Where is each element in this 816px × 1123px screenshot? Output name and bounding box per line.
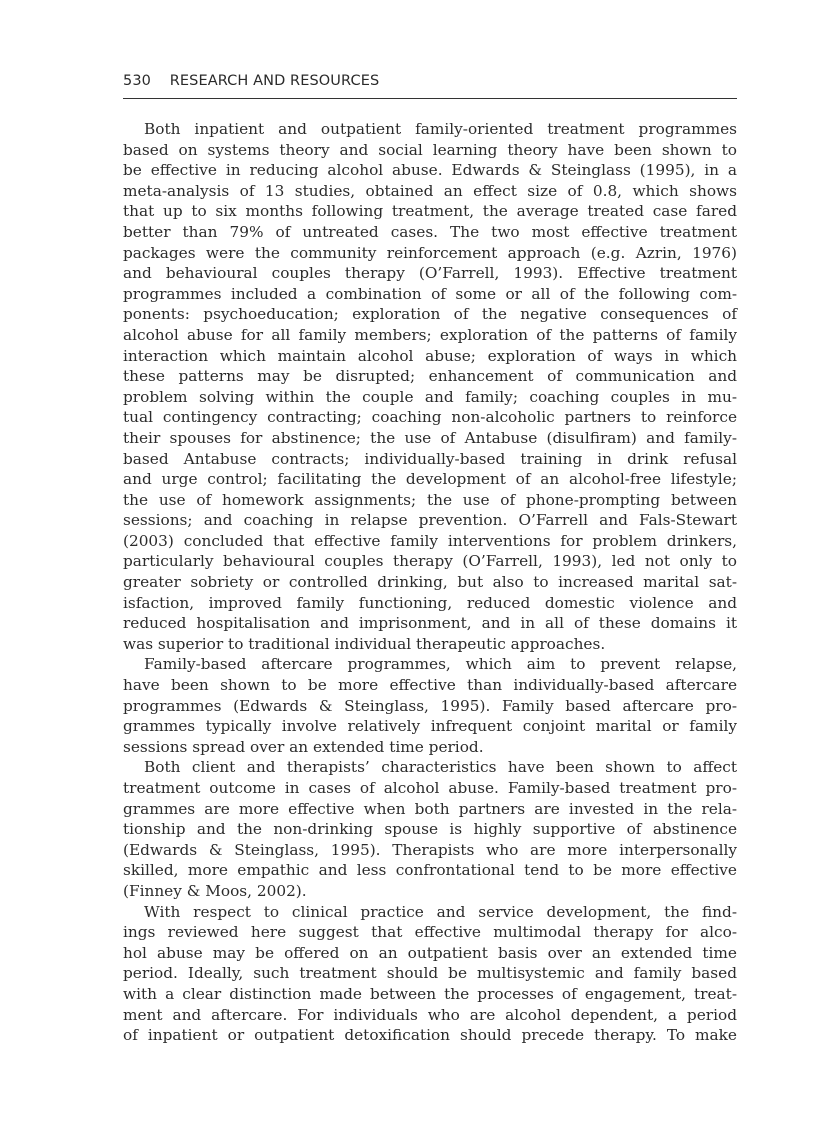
text-line: meta-analysis of 13 studies, obtained an effect size of 0.8, which shows [123,181,737,200]
text-line: these patterns may be disrupted; enhancement of communication and [123,367,737,386]
text-line: problem solving within the couple and family; coaching couples in mu- [123,387,737,406]
text-line: Both client and therapists’ characteristics have been shown to affect [144,758,737,777]
running-head [123,73,737,89]
header-rule [123,98,737,99]
running-head-title: RESEARCH AND RESOURCES [169,73,380,89]
text-line: the use of homework assignments; the use of phone-prompting between [123,490,737,509]
text-line: (2003) concluded that effective family interventions for problem drinkers, [123,531,737,550]
text-line: based Antabuse contracts; individually-based training in drink refusal [123,449,737,468]
text-line: Both inpatient and outpatient family-oriented treatment programmes [144,120,737,138]
paragraph [123,757,737,901]
text-line: (Edwards & Steinglass, 1995). Therapists who are more interpersonally [123,840,737,859]
text-line: be effective in reducing alcohol abuse. Edwards & Steinglass (1995), in a [123,161,737,180]
text-line: treatment outcome in cases of alcohol abuse. Family-based treatment pro- [123,779,737,797]
text-line: tionship and the non-drinking spouse is highly supportive of abstinence [123,820,737,839]
text-line: period. Ideally, such treatment should be multisystemic and family based [123,964,737,983]
text-line: ment and aftercare. For individuals who are alcohol dependent, a period [123,1005,737,1024]
text-line: sessions; and coaching in relapse prevention. O’Farrell and Fals-Stewart [123,511,737,530]
text-line: grammes typically involve relatively infrequent conjoint marital or family [123,717,737,736]
text-line: reduced hospitalisation and imprisonment, and in all of these domains it [123,614,737,633]
text-line: programmes (Edwards & Steinglass, 1995). Family based aftercare pro- [123,696,737,715]
text-line: with a clear distinction made between the processes of engagement, treat- [123,984,737,1003]
text-line: better than 79% of untreated cases. The two most effective treatment [123,222,737,241]
text-line: was superior to traditional individual therapeutic approaches. [123,634,606,653]
text-line: have been shown to be more effective than individually-based aftercare [123,676,737,695]
text-line: packages were the community reinforcement approach (e.g. Azrin, 1976) [123,243,737,262]
text-line: alcohol abuse for all family members; exploration of the patterns of family [123,325,737,344]
text-line: sessions spread over an extended time period. [123,737,484,756]
text-line: of inpatient or outpatient detoxification should precede therapy. To make [123,1026,737,1045]
text-line: and behavioural couples therapy (O’Farrell, 1993). Effective treatment [123,264,737,283]
text-line: Family-based aftercare programmes, which aim to prevent relapse, [144,655,737,674]
text-line: tual contingency contracting; coaching non-alcoholic partners to reinforce [123,408,737,427]
paragraph [123,654,737,757]
text-line: based on systems theory and social learning theory have been shown to [123,140,737,159]
text-line: greater sobriety or controlled drinking, but also to increased marital sat- [123,573,737,592]
text-line: (Finney & Moos, 2002). [123,881,307,900]
text-line: particularly behavioural couples therapy (O’Farrell, 1993), led not only to [123,552,737,571]
text-line: interaction which maintain alcohol abuse; exploration of ways in which [123,346,737,365]
text-line: that up to six months following treatment, the average treated case fared [123,202,737,221]
text-line: and urge control; facilitating the development of an alcohol-free lifestyle; [123,470,737,489]
text-line: isfaction, improved family functioning, reduced domestic violence and [123,593,737,612]
paragraph [123,902,737,1046]
paragraph [123,119,737,654]
body-text [123,119,737,1046]
text-line: With respect to clinical practice and service development, the find- [144,902,737,921]
text-line: hol abuse may be offered on an outpatient basis over an extended time [123,943,737,962]
page-number: 530 [123,73,151,89]
text-line: grammes are more effective when both partners are invested in the rela- [123,799,737,818]
text-line: skilled, more empathic and less confrontational tend to be more effective [123,861,737,880]
text-line: their spouses for abstinence; the use of Antabuse (disulfiram) and family- [123,428,737,447]
text-line: ings reviewed here suggest that effective multimodal therapy for alco- [123,923,737,942]
text-line: ponents: psychoeducation; exploration of the negative consequences of [123,305,737,324]
text-line: programmes included a combination of some or all of the following com- [123,284,737,303]
